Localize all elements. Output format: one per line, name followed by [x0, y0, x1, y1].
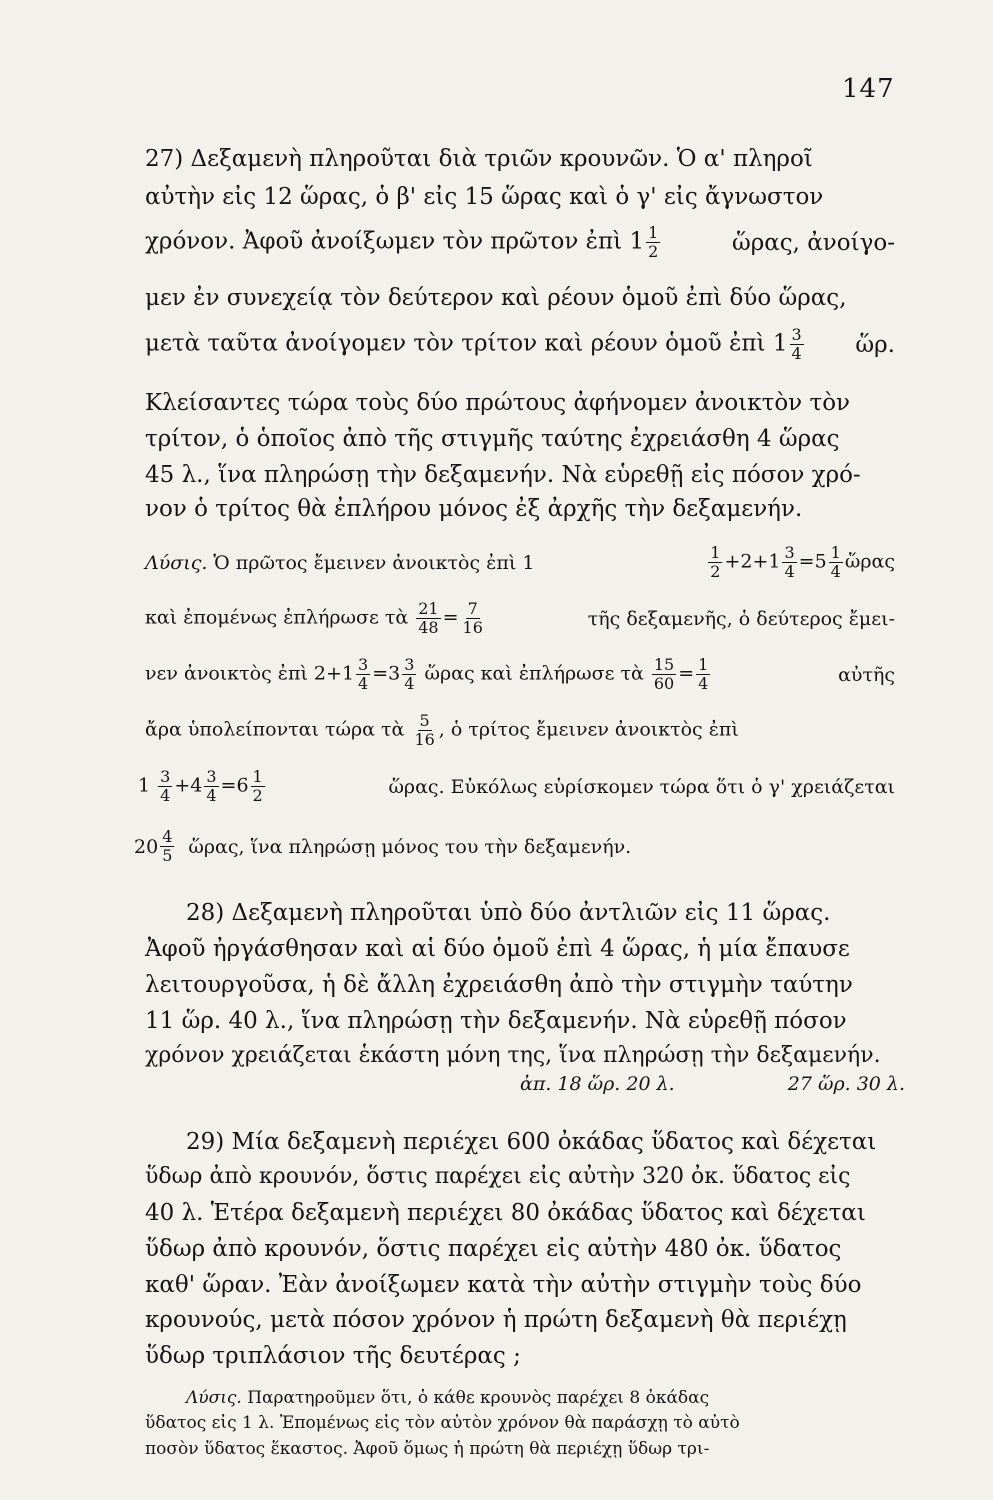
- fraction: $\frac{3}{4}$: [791, 325, 802, 363]
- fraction: $\frac{7}{16}$: [462, 599, 483, 637]
- problem-27-line-7: τρίτον, ὁ ὁποῖος ἀπὸ τῆς στιγμῆς ταύτης ἐχρειάσθη 4 ὥρας: [145, 426, 840, 452]
- problem-29-line-5: καθ' ὥραν. Ἐὰν ἀνοίξωμεν κατὰ τὴν αὐτὴν στιγμὴν τοὺς δύο: [145, 1272, 862, 1298]
- problem-27-line-4: μεν ἐν συνεχείᾳ τὸν δεύτερον καὶ ρέουν ὁμοῦ ἐπὶ δύο ὥρας,: [145, 285, 847, 311]
- problem-27-line-2: αὐτὴν εἰς 12 ὥρας, ὁ β' εἰς 15 ὥρας καὶ ὁ γ' εἰς ἄγνωστον: [145, 184, 824, 210]
- problem-29-line-6: κρουνούς, μετὰ πόσον χρόνον ἡ πρώτη δεξαμενὴ θὰ περιέχῃ: [145, 1307, 847, 1333]
- problem-28-line-1: 28) Δεξαμενὴ πληροῦται ὑπὸ δύο ἀντλιῶν εἰς 11 ὥρας.: [186, 900, 831, 926]
- fraction: $\frac{15}{60}$: [653, 655, 675, 693]
- problem-28-line-4: 11 ὥρ. 40 λ., ἵνα πληρώσῃ τὴν δεξαμενήν. Νὰ εὑρεθῇ πόσον: [145, 1008, 847, 1034]
- fraction: $\frac{4}{5}$: [162, 827, 173, 865]
- problem-28-line-3: λειτουργοῦσα, ἡ δὲ ἄλλη ἐχρειάσθη ἀπὸ τὴν στιγμὴν ταύτην: [145, 972, 853, 998]
- problem-27-line-3: χρόνον. Ἀφοῦ ἀνοίξωμεν τὸν πρῶτον ἐπὶ 1 $\frac{1}{2}$ ὥρας, ἀνοίγο-: [145, 223, 895, 261]
- problem-29-line-3: 40 λ. Ἑτέρα δεξαμενὴ περιέχει 80 ὀκάδας ὕδατος καὶ δέχεται: [145, 1200, 866, 1226]
- fraction: $\frac{1}{4}$: [698, 655, 709, 693]
- solution-label: Λύσις.: [186, 1388, 242, 1408]
- solution-27-line-2: καὶ ἐπομένως ἐπλήρωσε τὰ $\frac{21}{48}$ = $\frac{7}{16}$ τῆς δεξαμενῆς, ὁ δεύτερος ἔμει-: [145, 599, 895, 637]
- problem-27-line-8: 45 λ., ἵνα πληρώσῃ τὴν δεξαμενήν. Νὰ εὑρεθῇ εἰς πόσον χρό-: [145, 462, 861, 488]
- solution-29-line-2: ὕδατος εἰς 1 λ. Ἐπομένως εἰς τὸν αὐτὸν χρόνον θὰ παράσχῃ τὸ αὐτὸ: [145, 1413, 740, 1433]
- problem-27-line-6: Κλείσαντες τώρα τοὺς δύο πρώτους ἀφήνομεν ἀνοικτὸν τὸν: [145, 390, 851, 416]
- problem-28-line-2: Ἀφοῦ ἠργάσθησαν καὶ αἱ δύο ὁμοῦ ἐπὶ 4 ὥρας, ἡ μία ἔπαυσε: [145, 936, 850, 962]
- fraction: $\frac{21}{48}$: [418, 599, 439, 637]
- solution-27-line-4: ἄρα ὑπολείπονται τώρα τὰ $\frac{5}{16}$ , ὁ τρίτος ἔμεινεν ἀνοικτὸς ἐπὶ: [145, 711, 739, 749]
- solution-29-line-3: ποσὸν ὕδατος ἕκαστος. Ἀφοῦ ὅμως ἡ πρώτη θὰ περιέχῃ ὕδωρ τρι-: [145, 1439, 710, 1459]
- solution-29-line-1: Λύσις. Παρατηροῦμεν ὅτι, ὁ κάθε κρουνὸς παρέχει 8 ὀκάδας: [186, 1388, 710, 1408]
- fraction: $\frac{1}{2}$: [648, 223, 659, 261]
- fraction: $\frac{1}{2}$: [252, 767, 263, 805]
- solution-27-line-6: 20 $\frac{4}{5}$ ὥρας, ἵνα πληρώσῃ μόνος του τὴν δεξαμενήν.: [134, 827, 632, 865]
- fraction: $\frac{3}{4}$: [160, 767, 171, 805]
- page-number: 147: [842, 74, 895, 104]
- problem-29-line-1: 29) Μία δεξαμενὴ περιέχει 600 ὀκάδας ὕδατος καὶ δέχεται: [186, 1129, 877, 1155]
- problem-29-line-7: ὕδωρ τριπλάσιον τῆς δευτέρας ;: [145, 1343, 521, 1369]
- problem-28-line-5: χρόνον χρειάζεται ἑκάστη μόνη της, ἵνα πληρώσῃ τὴν δεξαμενήν.: [145, 1043, 881, 1068]
- answer-28: ἀπ. 18 ὥρ. 20 λ. 27 ὥρ. 30 λ.: [520, 1073, 905, 1095]
- fraction: $\frac{3}{4}$: [206, 767, 217, 805]
- solution-27-line-3: νεν ἀνοικτὸς ἐπὶ 2+1 $\frac{3}{4}$ =3 $\frac{3}{4}$ ὥρας καὶ ἐπλήρωσε τὰ $\frac{15}{60}$ = $\frac{1}{4}$ αὐτῆς: [145, 655, 895, 693]
- solution-27-line-1: Λύσις. Ὁ πρῶτος ἔμεινεν ἀνοικτὸς ἐπὶ 1 $\frac{1}{2}$ +2+1 $\frac{3}{4}$ =5 $\frac{1}{4}$ ὥρας: [145, 543, 895, 581]
- fraction: $\frac{1}{4}$: [830, 543, 841, 581]
- solution-label: Λύσις.: [145, 551, 208, 574]
- problem-27-line-9: νον ὁ τρίτος θὰ ἐπλήρου μόνος ἐξ ἀρχῆς τὴν δεξαμενήν.: [145, 496, 803, 522]
- problem-29-line-2: ὕδωρ ἀπὸ κρουνόν, ὅστις παρέχει εἰς αὐτὴν 320 ὀκ. ὕδατος εἰς: [145, 1164, 851, 1189]
- fraction: $\frac{1}{2}$: [710, 543, 721, 581]
- solution-27-line-5: 1 $\frac{3}{4}$ +4 $\frac{3}{4}$ =6 $\frac{1}{2}$ ὥρας. Εὐκόλως εὑρίσκομεν τώρα ὅτι ὁ γ' χρειάζεται: [138, 767, 895, 805]
- problem-27-line-5: μετὰ ταῦτα ἀνοίγομεν τὸν τρίτον καὶ ρέουν ὁμοῦ ἐπὶ 1 $\frac{3}{4}$ ὥρ.: [145, 325, 895, 363]
- fraction: $\frac{3}{4}$: [784, 543, 795, 581]
- problem-29-line-4: ὕδωρ ἀπὸ κρουνόν, ὅστις παρέχει εἰς αὐτὴν 480 ὀκ. ὕδατος: [145, 1236, 842, 1262]
- problem-27-line-1: 27) Δεξαμενὴ πληροῦται διὰ τριῶν κρουνῶν. Ὁ α' πληροῖ: [145, 146, 813, 172]
- fraction: $\frac{3}{4}$: [358, 655, 369, 693]
- fraction: $\frac{5}{16}$: [414, 711, 435, 749]
- fraction: $\frac{3}{4}$: [404, 655, 415, 693]
